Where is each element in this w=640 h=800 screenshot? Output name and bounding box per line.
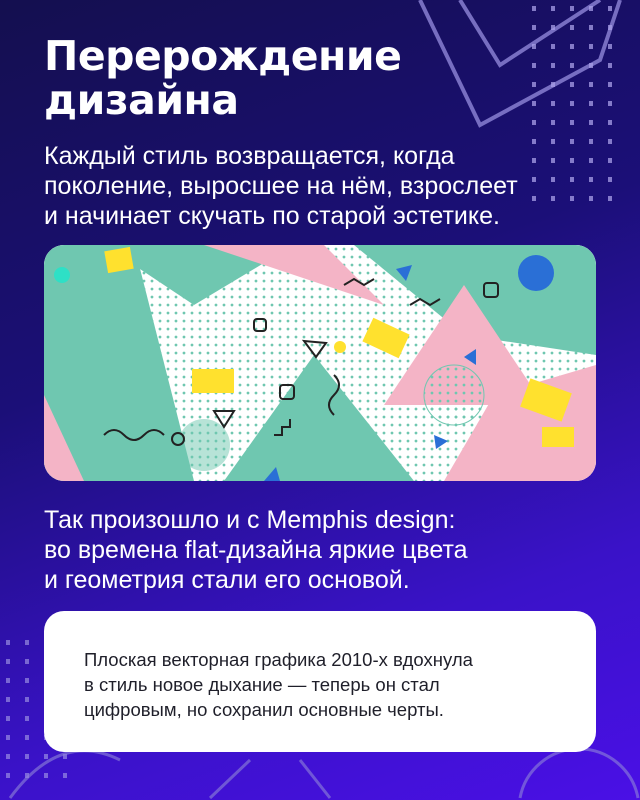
- dot: [6, 697, 10, 702]
- dot: [589, 44, 593, 49]
- text-line: и начинает скучать по старой эстетике.: [44, 202, 500, 230]
- dot: [551, 82, 555, 87]
- dot: [532, 120, 536, 125]
- dot: [608, 158, 612, 163]
- dot: [570, 177, 574, 182]
- text-line: Плоская векторная графика 2010-х вдохнула: [84, 649, 473, 670]
- text-line: во времена flat-дизайна яркие цвета: [44, 536, 468, 564]
- text-line: поколение, выросшее на нём, взрослеет: [44, 172, 518, 200]
- dot: [532, 44, 536, 49]
- dot: [25, 735, 29, 740]
- dot: [589, 25, 593, 30]
- dot: [551, 177, 555, 182]
- dot: [532, 177, 536, 182]
- dot: [570, 196, 574, 201]
- dot: [589, 101, 593, 106]
- dot: [589, 82, 593, 87]
- text-line: в стиль новое дыхание — теперь он стал: [84, 674, 440, 695]
- dot: [608, 44, 612, 49]
- dot: [570, 120, 574, 125]
- dot: [44, 773, 48, 778]
- dot: [551, 101, 555, 106]
- dot: [6, 754, 10, 759]
- dot: [25, 678, 29, 683]
- dot: [608, 101, 612, 106]
- dot: [551, 196, 555, 201]
- dot: [551, 6, 555, 11]
- page-title: [44, 34, 401, 122]
- dot: [570, 63, 574, 68]
- dot: [589, 177, 593, 182]
- dot: [608, 63, 612, 68]
- memphis-paragraph: [44, 505, 468, 595]
- dot: [551, 120, 555, 125]
- memphis-pattern-image: [44, 245, 596, 481]
- dot: [532, 139, 536, 144]
- dot: [570, 6, 574, 11]
- dot: [44, 754, 48, 759]
- dot: [589, 158, 593, 163]
- dot: [63, 773, 67, 778]
- dot: [6, 659, 10, 664]
- dot: [570, 44, 574, 49]
- dot: [532, 25, 536, 30]
- dot: [570, 101, 574, 106]
- dot: [570, 158, 574, 163]
- dot: [6, 735, 10, 740]
- dot: [551, 158, 555, 163]
- dot: [25, 640, 29, 645]
- info-card: [44, 611, 596, 752]
- dot: [589, 6, 593, 11]
- dot: [532, 6, 536, 11]
- dot: [608, 6, 612, 11]
- dot: [532, 101, 536, 106]
- dot: [25, 659, 29, 664]
- dot: [551, 63, 555, 68]
- dot: [589, 196, 593, 201]
- text-line: Каждый стиль возвращается, когда: [44, 142, 455, 170]
- title-line: Перерождение: [44, 32, 402, 80]
- dot: [25, 754, 29, 759]
- dot: [532, 63, 536, 68]
- text-line: Так произошло и с Memphis design:: [44, 506, 456, 534]
- dot: [608, 139, 612, 144]
- text-line: цифровым, но сохранил основные черты.: [84, 699, 444, 720]
- dot: [589, 120, 593, 125]
- dot: [608, 120, 612, 125]
- dot: [6, 716, 10, 721]
- dot: [532, 196, 536, 201]
- dot: [6, 678, 10, 683]
- text-line: и геометрия стали его основой.: [44, 566, 410, 594]
- card-text: [84, 647, 473, 722]
- dot: [532, 82, 536, 87]
- intro-paragraph: [44, 141, 518, 231]
- dot: [25, 697, 29, 702]
- dot: [608, 25, 612, 30]
- dot: [589, 63, 593, 68]
- dot: [551, 139, 555, 144]
- dot: [570, 139, 574, 144]
- dot: [551, 44, 555, 49]
- title-line: дизайна: [44, 76, 239, 124]
- dot: [6, 773, 10, 778]
- dot: [551, 25, 555, 30]
- dot: [608, 196, 612, 201]
- dot: [608, 177, 612, 182]
- dot: [6, 640, 10, 645]
- dot: [532, 158, 536, 163]
- dot: [25, 716, 29, 721]
- dot: [570, 25, 574, 30]
- dot: [570, 82, 574, 87]
- dot: [589, 139, 593, 144]
- dot: [608, 82, 612, 87]
